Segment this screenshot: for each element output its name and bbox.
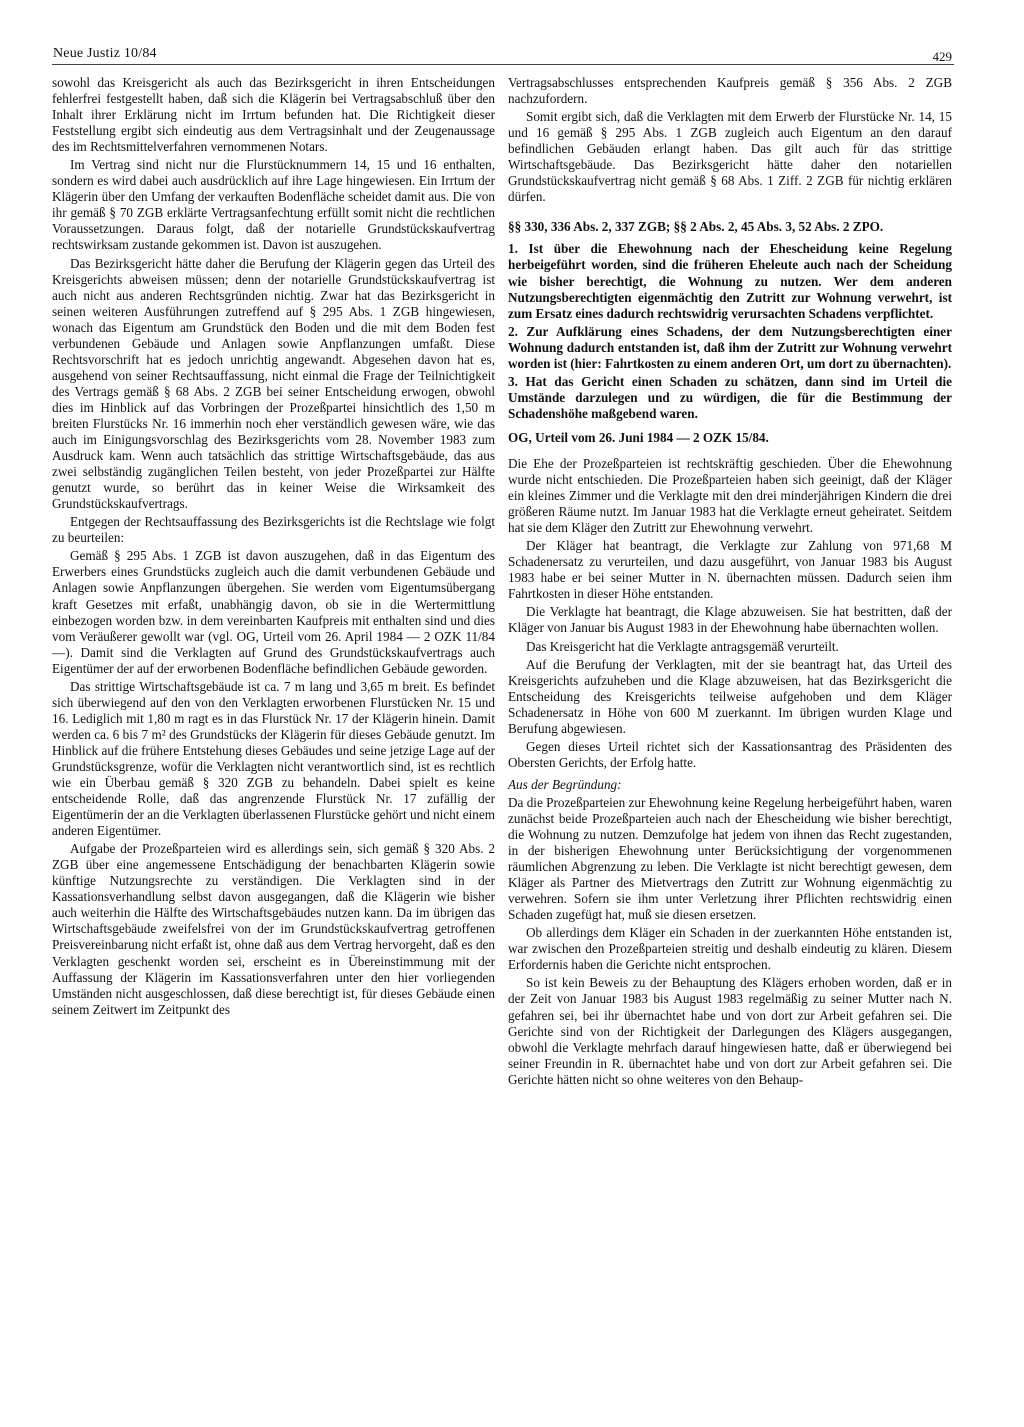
- paragraph: Das strittige Wirtschaftsgebäude ist ca. 7 m lang und 3,65 m breit. Es befindet sich überwiegend auf den von den Verklagten erworbenen Flurstücken Nr. 15 und 16. Lediglich mit 1,80 m ragt es in das Flurstück Nr. 17 der Klägerin hinein. Damit werden ca. 6 bis 7 m² des Grundstücks der Klägerin für dieses Gebäude genutzt. Im Hinblick auf die frühere Entstehung dieses Gebäudes und seine jetzige Lage auf der Grundstücksgrenze, wofür die Verklagten nicht verantwortlich sind, ist es rechtlich wie ein Überbau gemäß § 320 ZGB zu behandeln. Dabei spielt es keine entscheidende Rolle, daß das angrenzende Flurstück Nr. 17 zufällig der Eigentümerin der an die Verklagten überlassenen Flurstücke gehört und nicht einem anderen Eigentümer.: [52, 678, 495, 839]
- paragraph: Auf die Berufung der Verklagten, mit der sie beantragt hat, das Urteil des Kreisgerichts aufzuheben und die Klage abzuweisen, hat das Bezirksgericht die Entscheidung des Kreisgerichts teilweise aufgehoben und dem Kläger Schadenersatz in Höhe von 600 M zuerkannt. Im übrigen wurden Klage und Berufung abgewiesen.: [508, 656, 952, 736]
- paragraph: Die Verklagte hat beantragt, die Klage abzuweisen. Sie hat bestritten, daß der Kläger von Januar bis August 1983 in der Ehewohnung habe übernachten wollen.: [508, 604, 952, 636]
- paragraph: Im Vertrag sind nicht nur die Flurstücknummern 14, 15 und 16 enthalten, sondern es wird dabei auch ausdrücklich auf ihre Lage hingewiesen. Ein Irrtum der Klägerin über den Umfang der verkauften Bodenfläche scheidet damit aus. Die von ihr gemäß § 70 ZGB erklärte Vertragsanfechtung erfüllt somit nicht die rechtlichen Voraussetzungen. Daraus folgt, daß der notarielle Grundstückskaufvertrag rechtswirksam zustande gekommen ist. Davon ist auszugehen.: [52, 157, 495, 253]
- page-number: 429: [932, 49, 952, 64]
- ruling-heading: §§ 330, 336 Abs. 2, 337 ZGB; §§ 2 Abs. 2, 45 Abs. 3, 52 Abs. 2 ZPO.: [508, 219, 884, 235]
- paragraph: Die Ehe der Prozeßparteien ist rechtskräftig geschieden. Über die Ehewohnung wurde nicht entschieden. Die Prozeßparteien haben sich geeinigt, daß der Kläger ein kleines Zimmer und die Verklagte mit den drei minderjährigen Kindern die drei größeren Räume nutzt. Im Januar 1983 hat die Verklagte erneut geheiratet. Seitdem hat sie dem Kläger den Zutritt zur Ehewohnung verwehrt.: [508, 455, 952, 536]
- paragraph: Entgegen der Rechtsauffassung des Bezirksgerichts ist die Rechtslage wie folgt zu beurteilen:: [52, 514, 495, 546]
- right-column: [508, 75, 952, 1090]
- ruling-point: 3. Hat das Gericht einen Schaden zu schätzen, dann sind im Urteil die Umstände darzulegen und zu würdigen, die für die Bestimmung der Schadenshöhe maßgebend waren.: [508, 373, 952, 421]
- left-column: [52, 75, 495, 1020]
- paragraph: Ob allerdings dem Kläger ein Schaden in der zuerkannten Höhe entstanden ist, war zwischen den Prozeßparteien streitig und deshalb eindeutig zu klären. Diesem Erfordernis haben die Gerichte nicht entsprochen.: [508, 925, 952, 973]
- reasons-heading: Aus der Begründung:: [508, 776, 622, 792]
- paragraph: Somit ergibt sich, daß die Verklagten mit dem Erwerb der Flurstücke Nr. 14, 15 und 16 gemäß § 295 Abs. 1 ZGB zugleich auch Eigentum an den darauf befindlichen Gebäuden erlangt haben. Das gilt auch für das strittige Wirtschaftsgebäude. Das Bezirksgericht hätte daher den notariellen Grundstückskaufvertrag nicht gemäß § 68 Abs. 1 Ziff. 2 ZGB für nichtig erklären dürfen.: [508, 109, 952, 205]
- paragraph: Das Kreisgericht hat die Verklagte antragsgemäß verurteilt.: [526, 638, 839, 654]
- paragraph: Vertragsabschlusses entsprechenden Kaufpreis gemäß § 356 Abs. 2 ZGB nachzufordern.: [508, 75, 952, 107]
- paragraph: So ist kein Beweis zu der Behauptung des Klägers erhoben worden, daß er in der Zeit von Januar 1983 bis August 1983 regelmäßig zu seiner Mutter nach N. gefahren sei, bei ihr übernachtet habe und von dort zur Arbeit gefahren sei. Die Gerichte sind von der Richtigkeit der Darlegungen des Klägers ausgegangen, obwohl die Verklagte mehrfach darauf hingewiesen hatte, daß er überwiegend bei seiner Freundin in R. übernachtet habe und von dort zur Arbeit gefahren sei. Die Gerichte hätten nicht so ohne weiteres von den Behaup-: [508, 975, 952, 1087]
- paragraph: Da die Prozeßparteien zur Ehewohnung keine Regelung herbeigeführt haben, waren zunächst beide Prozeßparteien auch nach der Ehescheidung wie bisher berechtigt, die Wohnung zu nutzen. Demzufolge hat jedem von ihnen das Recht zugestanden, in der bisherigen Ehewohnung unter Berücksichtigung der vorgenommenen räumlichen Abgrenzung zu leben. Die Verklagte ist nicht berechtigt gewesen, dem Kläger als Partner des Mietvertrags den Zutritt zur Wohnung eigenmächtig zu verwehren. Sofern sie ihm unter Verletzung ihrer Pflichten rechtswidrig einen Schaden zugefügt hat, muß sie diesen ersetzen.: [508, 794, 952, 923]
- paragraph: Gemäß § 295 Abs. 1 ZGB ist davon auszugehen, daß in das Eigentum des Erwerbers eines Grundstücks zugleich auch die damit verbundenen Gebäude und Anlagen sowie Anpflanzungen übergehen. Sie werden vom Eigentumsübergang kraft Gesetzes mit erfaßt, unabhängig davon, ob sie in die Wertermittlung einbezogen worden bzw. in dem vereinbarten Kaufpreis mit enthalten sind und dies vom Veräußerer gewollt war (vgl. OG, Urteil vom 26. April 1984 — 2 OZK 11/84 —). Damit sind die Verklagten auf Grund des Grundstückskaufvertrags auch Eigentümer der auf der erworbenen Bodenfläche befindlichen Gebäude geworden.: [52, 548, 495, 676]
- header-rule: [52, 64, 954, 65]
- ruling-point: 2. Zur Aufklärung eines Schadens, der dem Nutzungsberechtigten einer Wohnung dadurch entstanden ist, daß ihm der Zutritt zur Wohnung verwehrt worden ist (hier: Fahrtkosten zu einem anderen Ort, um dort zu übernachten).: [508, 323, 952, 371]
- paragraph: Der Kläger hat beantragt, die Verklagte zur Zahlung von 971,68 M Schadenersatz zu verurteilen, und dazu ausgeführt, von Januar 1983 bis August 1983 habe er bei seiner Mutter in N. übernachten müssen. Dadurch seien ihm Fahrtkosten in dieser Höhe entstanden.: [508, 538, 952, 602]
- ruling-citation: OG, Urteil vom 26. Juni 1984 — 2 OZK 15/84.: [508, 429, 769, 445]
- ruling-point: 1. Ist über die Ehewohnung nach der Ehescheidung keine Regelung herbeigeführt worden, sind die früheren Eheleute auch nach der Scheidung wie bisher berechtigt, die Wohnung zu nutzen. Wer dem anderen Nutzungsberechtigten eigenmächtig den Zutritt zur Wohnung verwehrt, ist zum Ersatz eines dadurch rechtswidrig verursachten Schadens verpflichtet.: [508, 241, 952, 321]
- paragraph: sowohl das Kreisgericht als auch das Bezirksgericht in ihren Entscheidungen fehlerfrei festgestellt haben, daß sich die Klägerin bei Vertragsabschluß über den Inhalt ihrer Erklärung nicht im Irrtum befunden hat. Die Richtigkeit dieser Feststellung ergibt sich eindeutig aus dem Vertragsinhalt und der Zeugenaussage des im Rechtsmittelverfahren vernommenen Notars.: [52, 75, 495, 155]
- paragraph: Aufgabe der Prozeßparteien wird es allerdings sein, sich gemäß § 320 Abs. 2 ZGB über eine angemessene Entschädigung der benachbarten Klägerin sowie künftige Nutzungsrechte zu verständigen. Die Verklagten sind in der Kassationsverhandlung selbst davon ausgegangen, daß die Klägerin wie bisher auch weiterhin die Hälfte des Wirtschaftsgebäudes nutzen kann. Da im übrigen das Wirtschaftsgebäude zweifelsfrei von der im Grundstückskaufvertrag getroffenen Preisvereinbarung nicht erfaßt ist, ohne daß aus dem Vertrag hervorgeht, daß es den Verklagten geschenkt worden sei, erscheint es in Übereinstimmung mit der Auffassung der Klägerin im Kassationsverfahren unter den hier vorliegenden Umständen nicht ausgeschlossen, daß diese berechtigt ist, für dieses Gebäude einen seinem Zeitwert im Zeitpunkt des: [52, 841, 495, 1017]
- paragraph: Gegen dieses Urteil richtet sich der Kassationsantrag des Präsidenten des Obersten Gerichts, der Erfolg hatte.: [508, 738, 952, 770]
- paragraph: Das Bezirksgericht hätte daher die Berufung der Klägerin gegen das Urteil des Kreisgerichts abweisen müssen; denn der notarielle Grundstückskaufvertrag ist auch nicht aus anderen Rechtsgründen nichtig. Zwar hat das Bezirksgericht in seinen weiteren Ausführungen zutreffend auf § 295 Abs. 1 ZGB hingewiesen, wonach das Eigentum am Grundstück den Boden und die mit dem Boden fest verbundenen Gebäude und Anlagen sowie Anpflanzungen umfaßt. Diese Rechtsvorschrift hat es jedoch unrichtig angewandt. Abgesehen davon hat es, ausgehend von seiner Rechtsauffassung, nicht einmal die Frage der Teilnichtigkeit des Vertrags gemäß § 68 Abs. 2 ZGB bei seiner Entscheidung erwogen, obwohl dies im Hinblick auf das Vorbringen der Prozeßpartei hinsichtlich des 1,50 m breiten Flurstücks Nr. 16 immerhin noch eher verständlich gewesen wäre, wie das auch im Einigungsvorschlag des Bezirksgerichts vom 28. November 1983 zum Ausdruck kam. Wenn auch tatsächlich das strittige Wirtschaftsgebäude, das aus zwei selbständig zugänglichen Teilen besteht, von jeder Prozeßpartei zur Hälfte genutzt wurde, so berührt das in keiner Weise die Wirksamkeit des Grundstückskaufvertrags.: [52, 255, 495, 512]
- journal-title: Neue Justiz 10/84: [53, 46, 157, 61]
